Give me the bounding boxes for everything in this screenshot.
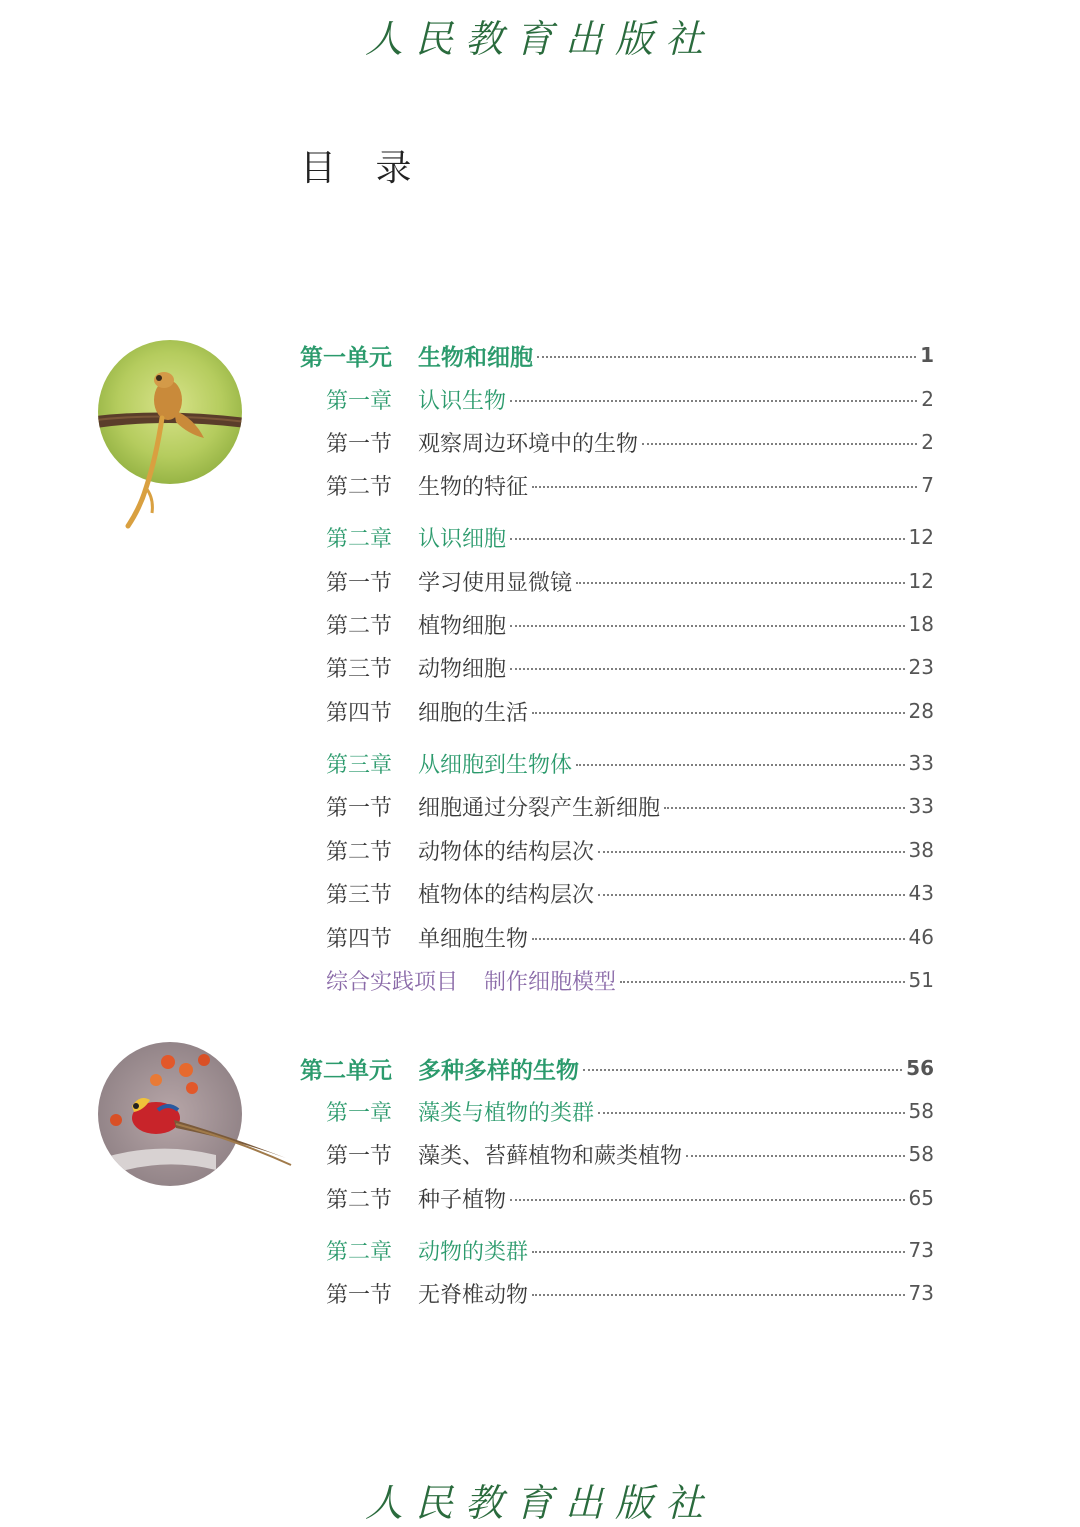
toc-entry-label: 第二单元 — [300, 1057, 392, 1084]
toc-entry-title: 藻类、苔藓植物和蕨类植物 — [418, 1143, 683, 1169]
publisher-logo-top: 人民教育出版社 — [364, 17, 715, 61]
toc-entry-page-number: 33 — [908, 751, 934, 775]
toc-entry-title: 观察周边环境中的生物 — [418, 431, 639, 457]
dot-leader — [642, 443, 917, 445]
toc-entry-label: 第二章 — [326, 526, 393, 552]
dot-leader — [686, 1155, 905, 1157]
toc-entry-section[interactable] — [326, 609, 934, 639]
dot-leader — [532, 1294, 905, 1296]
dot-leader — [583, 1069, 902, 1071]
dot-leader — [576, 764, 905, 766]
toc-entry-section[interactable] — [326, 696, 934, 726]
toc-entry-section[interactable] — [326, 566, 934, 596]
toc-entry-title: 动物的类群 — [418, 1239, 529, 1265]
toc-entry-title: 生物的特征 — [418, 474, 529, 500]
toc-entry-section[interactable] — [326, 470, 934, 500]
dot-leader — [532, 938, 905, 940]
toc-entry-title: 生物和细胞 — [418, 344, 533, 371]
toc-entry-title: 种子植物 — [418, 1187, 507, 1213]
toc-entry-page-number: 18 — [908, 612, 934, 636]
toc-entry-chapter[interactable] — [326, 1096, 934, 1126]
toc-entry-label: 第二节 — [326, 1187, 393, 1213]
dot-leader — [598, 1112, 905, 1114]
toc-entry-title: 单细胞生物 — [418, 926, 529, 952]
toc-entry-title: 藻类与植物的类群 — [418, 1100, 595, 1126]
dot-leader — [510, 538, 905, 540]
toc-entry-page-number: 12 — [908, 569, 934, 593]
toc-entry-unit[interactable] — [300, 1053, 934, 1083]
toc-entry-section[interactable] — [326, 922, 934, 952]
toc-entry-title: 细胞的生活 — [418, 700, 529, 726]
toc-entry-page-number: 12 — [908, 525, 934, 549]
toc-entry-unit[interactable] — [300, 340, 934, 370]
dot-leader — [532, 1251, 905, 1253]
toc-entry-label: 第二节 — [326, 474, 393, 500]
toc-entry-page-number: 73 — [908, 1238, 934, 1262]
toc-entry-page-number: 56 — [906, 1056, 934, 1080]
toc-entry-section[interactable] — [326, 1278, 934, 1308]
toc-entry-title: 学习使用显微镜 — [418, 570, 573, 596]
toc-entry-title: 制作细胞模型 — [484, 969, 617, 995]
dot-leader — [576, 582, 905, 584]
toc-entry-title: 认识细胞 — [418, 526, 507, 552]
toc-entry-project[interactable] — [326, 965, 934, 995]
toc-entry-page-number: 23 — [908, 655, 934, 679]
toc-entry-page-number: 28 — [908, 699, 934, 723]
toc-entry-label: 第二节 — [326, 839, 393, 865]
toc-entry-section[interactable] — [326, 652, 934, 682]
toc-entry-page-number: 2 — [921, 387, 934, 411]
dot-leader — [510, 1199, 905, 1201]
toc-entry-title: 动物体的结构层次 — [418, 839, 595, 865]
toc-entry-label: 第一章 — [326, 1100, 393, 1126]
toc-entry-page-number: 58 — [908, 1142, 934, 1166]
publisher-logo-bottom: 人民教育出版社 — [364, 1481, 715, 1525]
toc-entry-page-number: 2 — [921, 430, 934, 454]
toc-entry-title: 多种多样的生物 — [418, 1057, 579, 1084]
toc-entry-section[interactable] — [326, 427, 934, 457]
toc-entry-section[interactable] — [326, 791, 934, 821]
toc-entry-label: 第三节 — [326, 656, 393, 682]
dot-leader — [598, 894, 905, 896]
dot-leader — [537, 356, 916, 358]
dot-leader — [664, 807, 905, 809]
toc-entry-label: 第一节 — [326, 795, 393, 821]
toc-entry-label: 第四节 — [326, 700, 393, 726]
toc-entry-label: 第一节 — [326, 431, 393, 457]
toc-entry-label: 第二章 — [326, 1239, 393, 1265]
toc-entry-page-number: 65 — [908, 1186, 934, 1210]
toc-entry-label: 第一单元 — [300, 344, 392, 371]
toc-entry-section[interactable] — [326, 1139, 934, 1169]
toc-entry-title: 无脊椎动物 — [418, 1282, 529, 1308]
toc-entry-chapter[interactable] — [326, 1235, 934, 1265]
toc-entry-label: 第二节 — [326, 613, 393, 639]
toc-entry-label: 第一节 — [326, 1282, 393, 1308]
toc-entry-page-number: 7 — [921, 473, 934, 497]
toc-entry-title: 从细胞到生物体 — [418, 752, 573, 778]
toc-entry-title: 动物细胞 — [418, 656, 507, 682]
toc-entry-label: 第四节 — [326, 926, 393, 952]
toc-entry-section[interactable] — [326, 835, 934, 865]
toc-entry-title: 认识生物 — [418, 388, 507, 414]
toc-entry-page-number: 58 — [908, 1099, 934, 1123]
dot-leader — [598, 851, 905, 853]
toc-entry-page-number: 46 — [908, 925, 934, 949]
toc-entry-label: 第一节 — [326, 1143, 393, 1169]
toc-entry-section[interactable] — [326, 878, 934, 908]
toc-entry-label: 第一节 — [326, 570, 393, 596]
toc-entry-page-number: 38 — [908, 838, 934, 862]
toc-entry-page-number: 43 — [908, 881, 934, 905]
dot-leader — [510, 668, 905, 670]
page-title: 目 录 — [300, 148, 426, 189]
toc-entry-label: 第三节 — [326, 882, 393, 908]
toc-entry-label: 第一章 — [326, 388, 393, 414]
toc-entry-label: 第三章 — [326, 752, 393, 778]
toc-entry-page-number: 51 — [908, 968, 934, 992]
toc-entry-title: 植物体的结构层次 — [418, 882, 595, 908]
toc-entry-title: 植物细胞 — [418, 613, 507, 639]
dot-leader — [532, 486, 917, 488]
toc-entry-title: 细胞通过分裂产生新细胞 — [418, 795, 661, 821]
toc-entry-page-number: 1 — [920, 343, 934, 367]
golden-pheasant-photo — [96, 1040, 296, 1190]
frog-on-branch-photo — [96, 338, 248, 533]
toc-entry-section[interactable] — [326, 1183, 934, 1213]
toc-entry-chapter[interactable] — [326, 522, 934, 552]
dot-leader — [532, 712, 905, 714]
toc-entry-chapter[interactable] — [326, 384, 934, 414]
dot-leader — [620, 981, 905, 983]
toc-entry-page-number: 73 — [908, 1281, 934, 1305]
dot-leader — [510, 400, 917, 402]
toc-entry-label: 综合实践项目 — [326, 969, 459, 995]
dot-leader — [510, 625, 905, 627]
toc-entry-chapter[interactable] — [326, 748, 934, 778]
toc-entry-page-number: 33 — [908, 794, 934, 818]
